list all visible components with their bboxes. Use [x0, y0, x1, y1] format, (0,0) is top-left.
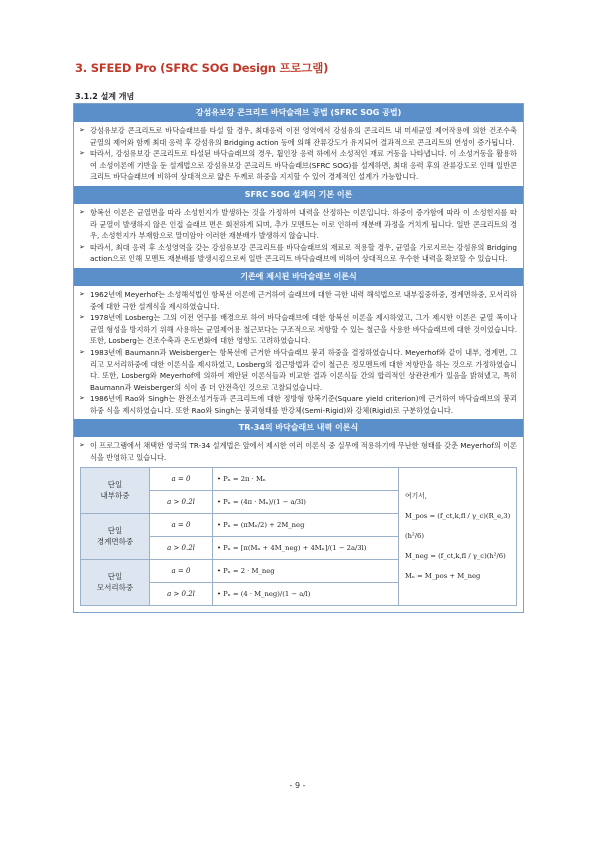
note-line: 여기서,: [405, 492, 427, 501]
page-number: - 9 -: [289, 781, 306, 790]
note-line: M_neg = (f_ct,k,fl / γ_c)(h²/6): [405, 552, 506, 561]
bullet-text: 1983년에 Baumann과 Weisberger는 항복선에 근거한 바닥슬래브 붕괴 하중을 결정하였습니다. Meyerhof와 같이 내부, 경계면, 그리고 모서리하중에 대한 이론식을 제시하였고, Losberg의 접근방법과 같이 철근은 정모멘트에 대한 저항만을 하는 것으로 가정하였습니다. 또한, Losberg와 Meyerhof에 의하여 제안된 이론식들과 비교한 결과 이론식들 간의 합리적인 상관관계가 있음을 밝혀냈고, 특히 Baumann과 Weisberger의 식이 좀 더 안전측인 것으로 고찰되었습니다.: [90, 347, 517, 392]
arrow-bullet-icon: ➢: [79, 289, 85, 298]
bullet-item: [79, 312, 517, 347]
bullet-text: 따라서, 최대 응력 후 소성영역을 갖는 강섬유보강 콘크리트를 바닥슬래브의 재료로 적용할 경우, 균열을 가로지르는 강섬유의 Bridging action으로 인해 모멘트 재분배를 발생시킴으로써 일반 콘크리트 바닥슬래브에 비하여 상대적으로 우수한 내력을 확보할 수 있습니다.: [90, 242, 517, 264]
bullet-item: [79, 148, 517, 183]
arrow-bullet-icon: ➢: [79, 149, 85, 158]
bullet-item: [79, 440, 517, 463]
load-case-label: 단일 경계면하중: [81, 513, 150, 559]
bullet-item: [79, 207, 517, 242]
condition-cell: a > 0.2l: [150, 582, 213, 605]
section-heading: TR-34의 바닥슬래브 내력 이론식: [74, 419, 523, 437]
formula-cell: • Pₙ = [π(Mₙ + 4M_neg) + 4Mₙ]/(1 − 2a/3l): [213, 536, 399, 559]
formula-cell: • Pₙ = (πMₙ/2) + 2M_neg: [213, 513, 399, 536]
arrow-bullet-icon: ➢: [79, 347, 85, 356]
condition-cell: a > 0.2l: [150, 536, 213, 559]
formula-cell: • Pₙ = (4π · Mₙ)/(1 − a/3l): [213, 490, 399, 513]
bullet-text: 1962년에 Meyerhof는 소성해석법인 항복선 이론에 근거하여 슬래브에 대한 극한 내력 해석법으로 내부집중하중, 경계면하중, 모서리하중에 대한 극한 설계식을 제시하였습니다.: [90, 289, 517, 311]
page-title: 3. SFEED Pro (SFRC SOG Design 프로그램): [75, 61, 329, 75]
note-line: M_pos = (f_ct,k,fl / γ_c)(R_e,3)(h²/6): [405, 512, 511, 541]
condition-cell: a = 0: [150, 467, 213, 490]
section-body: [74, 437, 523, 466]
arrow-bullet-icon: ➢: [79, 126, 85, 134]
section-subtitle: 3.1.2 설계 개념: [75, 92, 135, 101]
arrow-bullet-icon: ➢: [79, 313, 85, 322]
bullet-item: [79, 242, 517, 265]
arrow-bullet-icon: ➢: [79, 441, 85, 450]
bullet-text: 이 프로그램에서 채택한 영국의 TR-34 설계법은 앞에서 제시한 여러 이론식 중 실무에 적용하기에 무난한 형태를 갖춘 Meyerhof의 이론식을 반영하고 있습니다.: [90, 441, 517, 463]
bullet-text: 1978년에 Losberg는 그의 이전 연구를 배경으로 하여 바닥슬래브에 대한 항복선 이론을 제시하였고, 그가 제시한 이론은 균열 폭이나 균열 형성을 방지하기 위해 사용하는 균열제어용 철근보다는 구조적으로 저항할 수 있는 철근을 사용한 바닥슬래브에 대한 것이었습니다. 또한, Losberg는 건조수축과 온도변화에 대한 영향도 고려하였습니다.: [90, 313, 517, 346]
bullet-item: [79, 125, 517, 148]
bullet-item: [79, 289, 517, 312]
load-case-label: 단일 모서리하중: [81, 559, 150, 605]
table-row: [81, 467, 517, 490]
condition-cell: a = 0: [150, 559, 213, 582]
section-body: [74, 122, 523, 186]
note-line: Mₙ = M_pos + M_neg: [405, 572, 481, 581]
formula-cell: • Pₙ = 2π · Mₙ: [213, 467, 399, 490]
bullet-text: 강섬유보강 콘크리트로 바닥슬래브를 타설 할 경우, 최대응력 이전 영역에서 강섬유의 콘크리트 내 미세균열 제어작용에 의한 건조수축 균열의 제어와 함께 최대 응력 후 강섬유의 Bridging action 등에 의해 잔류강도가 유지되어 결과적으로 콘크리트의 연성이 증가됩니다.: [90, 126, 517, 147]
section-heading: 기존에 제시된 바닥슬래브 이론식: [74, 268, 523, 286]
section-body: [74, 286, 523, 420]
formula-table: [80, 467, 517, 606]
arrow-bullet-icon: ➢: [79, 394, 85, 403]
section-body: [74, 204, 523, 268]
bullet-item: [79, 347, 517, 393]
formula-table-wrap: [74, 467, 523, 612]
load-case-label: 단일 내부하중: [81, 467, 150, 513]
bullet-text: 1986년에 Rao와 Singh는 완전소성거동과 콘크리트에 대한 정방형 항복기준(Square yield criterion)에 근거하여 바닥슬래브의 붕괴하중 식을 제시하였습니다. 또한 Rao와 Singh는 붕괴형태를 반강체(Semi-Rigid)와 강체(Rigid)로 구분하였습니다.: [90, 394, 517, 415]
condition-cell: a > 0.2l: [150, 490, 213, 513]
bullet-text: 따라서, 강섬유보강 콘크리트로 타설된 바닥슬래브의 경우, 휨인장 응력 하에서 소성적인 재료 거동을 나타냅니다. 이 소성거동을 활용하여 소성이론에 기반을 둔 설계법으로 강섬유보강 콘크리트 바닥슬래브(SFRC SOG)를 설계하면, 최대 응력 후의 잔류강도로 인해 일반콘크리트 바닥슬래브에 비하여 상대적으로 얇은 두께로 하중을 지지할 수 있어 경제적인 설계가 가능합니다.: [90, 149, 517, 182]
bullet-item: [79, 393, 517, 416]
condition-cell: a = 0: [150, 513, 213, 536]
formula-cell: • Pₙ = 2 · M_neg: [213, 559, 399, 582]
section-heading: SFRC SOG 설계의 기본 이론: [74, 186, 523, 204]
bullet-text: 항복선 이론은 균열면을 따라 소성힌지가 발생하는 것을 가정하여 내력을 산정하는 이론입니다. 하중이 증가함에 따라 이 소성힌지를 따라 균열이 발생하지 않은 인접 슬래브 면은 회전하게 되며, 추가 모멘트는 이로 인하여 재분배 과정을 거치게 됩니다. 일반 콘크리트의 경우, 소성힌지가 부재함으로 말미암아 이러한 재분배가 발생하지 않습니다.: [90, 207, 517, 241]
section-heading: 강섬유보강 콘크리트 바닥슬래브 공법 (SFRC SOG 공법): [74, 104, 523, 122]
content-frame: [73, 103, 524, 613]
arrow-bullet-icon: ➢: [79, 207, 85, 216]
arrow-bullet-icon: ➢: [79, 242, 85, 251]
formula-cell: • Pₙ = (4 · M_neg)/(1 − a/l): [213, 582, 399, 605]
formula-notes: [399, 467, 517, 605]
